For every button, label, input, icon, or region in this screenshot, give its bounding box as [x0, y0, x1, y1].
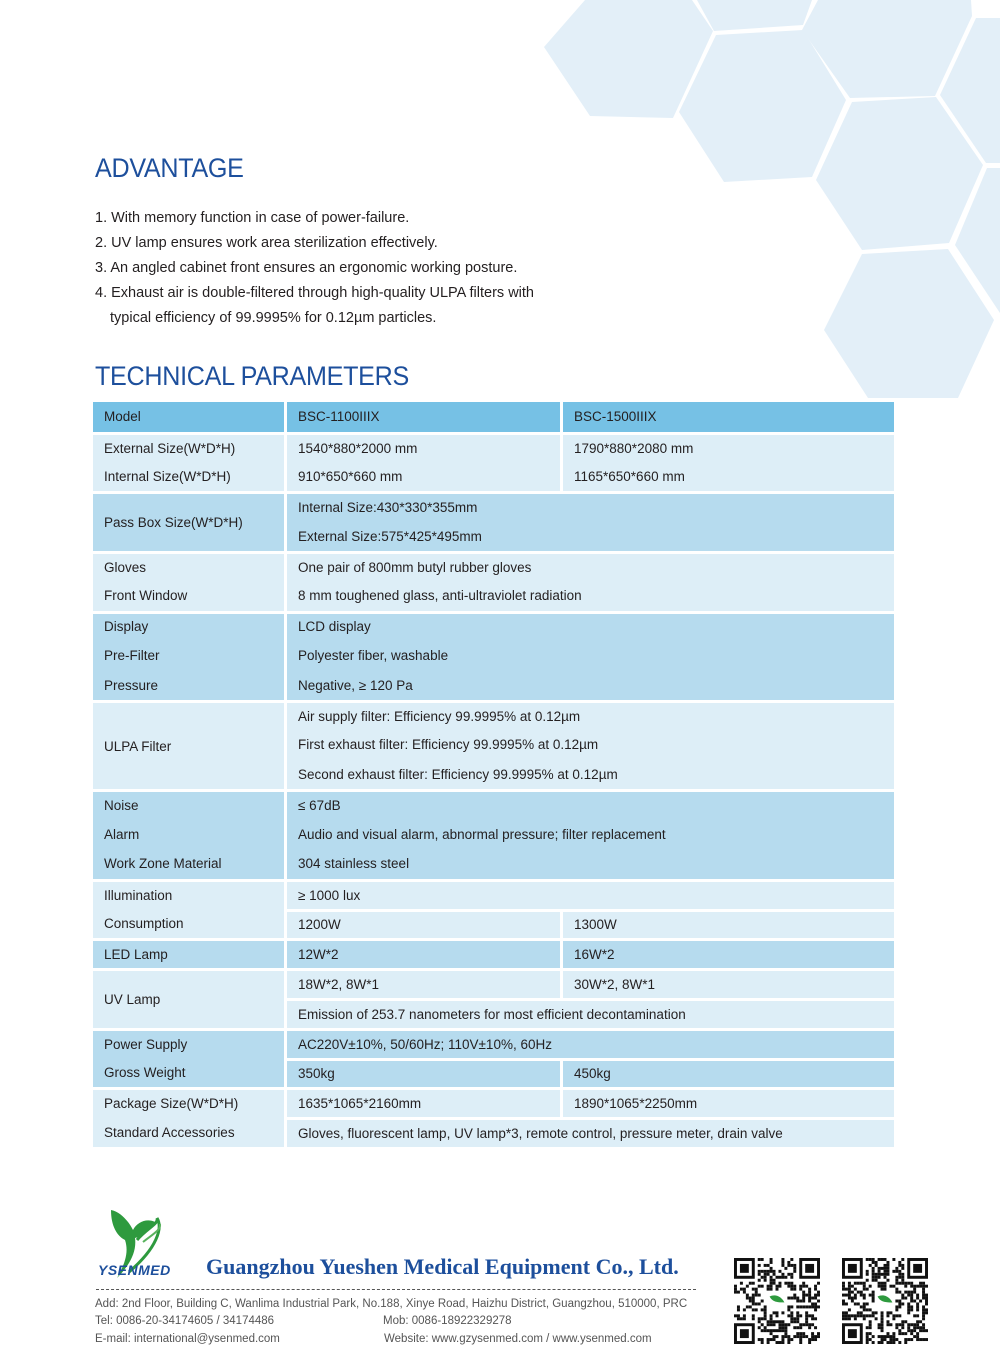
row-value: Gloves, fluorescent lamp, UV lamp*3, remote control, pressure meter, drain valve [287, 1117, 894, 1147]
row-value: Negative, ≥ 120 Pa [287, 670, 894, 700]
advantage-item: 2. UV lamp ensures work area sterilization effectively. [95, 235, 438, 251]
row-value-model-1: 350kg [287, 1058, 563, 1088]
company-name: Guangzhou Yueshen Medical Equipment Co., Ltd. [206, 1254, 679, 1279]
row-value-model-2: 1890*1065*2250mm [563, 1087, 894, 1117]
table-row [93, 581, 894, 611]
row-label: Front Window [93, 581, 287, 611]
advantage-item: 3. An angled cabinet front ensures an ergonomic working posture. [95, 260, 518, 276]
row-label: LED Lamp [93, 938, 287, 968]
table-row [93, 1028, 894, 1058]
table-row [93, 432, 894, 462]
header-model-1: BSC-1100IIIX [287, 402, 563, 432]
row-label: External Size(W*D*H) [93, 432, 287, 462]
row-value: LCD display [287, 611, 894, 641]
row-value-model-2: 30W*2, 8W*1 [563, 968, 894, 998]
advantage-item: 4. Exhaust air is double-filtered through high-quality ULPA filters with [95, 285, 534, 301]
row-value-model-1: 1635*1065*2160mm [287, 1087, 563, 1117]
row-value-model-1: 12W*2 [287, 938, 563, 968]
row-value: External Size:575*425*495mm [287, 521, 894, 551]
spec-table [93, 402, 894, 1147]
table-row [93, 491, 894, 521]
header-model-label: Model [93, 402, 287, 432]
row-value: Emission of 253.7 nanometers for most efficient decontamination [287, 998, 894, 1028]
telephone: Tel: 0086-20-34174605 / 34174486 [95, 1315, 275, 1327]
row-value: AC220V±10%, 50/60Hz; 110V±10%, 60Hz [287, 1028, 894, 1058]
row-value-model-2: 450kg [563, 1058, 894, 1088]
row-value-model-1: 910*650*660 mm [287, 462, 563, 492]
row-label: ULPA Filter [93, 700, 287, 789]
row-value: Air supply filter: Efficiency 99.9995% at 0.12µm [287, 700, 894, 730]
row-value: Audio and visual alarm, abnormal pressure; filter replacement [287, 819, 894, 849]
qr-code-icon [842, 1258, 928, 1344]
table-row [93, 909, 894, 939]
row-label: Pressure [93, 670, 287, 700]
table-header-row [93, 402, 894, 432]
email: E-mail: international@ysenmed.com [95, 1333, 280, 1345]
table-row [93, 462, 894, 492]
row-value: 304 stainless steel [287, 849, 894, 879]
row-label: Work Zone Material [93, 849, 287, 879]
website: Website: www.gzysenmed.com / www.ysenmed.com [384, 1333, 652, 1345]
technical-parameters-title: TECHNICAL PARAMETERS [95, 361, 409, 391]
row-label: Gloves [93, 551, 287, 581]
advantage-item-continued: typical efficiency of 99.9995% for 0.12µm particles. [110, 310, 437, 326]
qr-code-icon [734, 1258, 820, 1344]
row-value-model-2: 1165*650*660 mm [563, 462, 894, 492]
dashed-divider [96, 1289, 696, 1290]
row-value: Internal Size:430*330*355mm [287, 491, 894, 521]
row-value: One pair of 800mm butyl rubber gloves [287, 551, 894, 581]
table-row [93, 1058, 894, 1088]
header-model-2: BSC-1500IIIX [563, 402, 894, 432]
row-label: Display [93, 611, 287, 641]
row-label: Illumination [93, 879, 287, 909]
table-row [93, 819, 894, 849]
row-label: Pass Box Size(W*D*H) [93, 491, 287, 551]
table-row [93, 938, 894, 968]
advantage-item: 1. With memory function in case of power-failure. [95, 210, 410, 226]
logo-text: YSENMED [98, 1262, 171, 1278]
advantage-list [95, 206, 615, 331]
row-value-model-2: 1790*880*2080 mm [563, 432, 894, 462]
row-label: UV Lamp [93, 968, 287, 1028]
row-value: First exhaust filter: Efficiency 99.9995% at 0.12µm [287, 730, 894, 760]
row-value: ≤ 67dB [287, 789, 894, 819]
row-value-model-1: 1540*880*2000 mm [287, 432, 563, 462]
table-row [93, 968, 894, 998]
row-label: Consumption [93, 909, 287, 939]
table-row [93, 1087, 894, 1117]
row-value-model-1: 1200W [287, 909, 563, 939]
table-row [93, 640, 894, 670]
address: Add: 2nd Floor, Building C, Wanlima Industrial Park, No.188, Xinye Road, Haizhu District, Guangzhou, 510000, PRC [95, 1298, 688, 1310]
table-row [93, 789, 894, 819]
row-value: 8 mm toughened glass, anti-ultraviolet radiation [287, 581, 894, 611]
table-row [93, 551, 894, 581]
advantage-title: ADVANTAGE [95, 153, 244, 183]
mobile: Mob: 0086-18922329278 [383, 1315, 512, 1327]
row-label: Alarm [93, 819, 287, 849]
table-row [93, 670, 894, 700]
table-row [93, 879, 894, 909]
row-label: Standard Accessories [93, 1117, 287, 1147]
row-value-model-2: 16W*2 [563, 938, 894, 968]
table-row [93, 849, 894, 879]
table-row [93, 1117, 894, 1147]
row-value-model-2: 1300W [563, 909, 894, 939]
table-row [93, 700, 894, 730]
row-value: Second exhaust filter: Efficiency 99.9995% at 0.12µm [287, 760, 894, 790]
row-label: Internal Size(W*D*H) [93, 462, 287, 492]
row-label: Power Supply [93, 1028, 287, 1058]
row-label: Pre-Filter [93, 640, 287, 670]
row-label: Gross Weight [93, 1058, 287, 1088]
row-label: Package Size(W*D*H) [93, 1087, 287, 1117]
row-value-model-1: 18W*2, 8W*1 [287, 968, 563, 998]
row-label: Noise [93, 789, 287, 819]
table-row [93, 611, 894, 641]
row-value: ≥ 1000 lux [287, 879, 894, 909]
row-value: Polyester fiber, washable [287, 640, 894, 670]
